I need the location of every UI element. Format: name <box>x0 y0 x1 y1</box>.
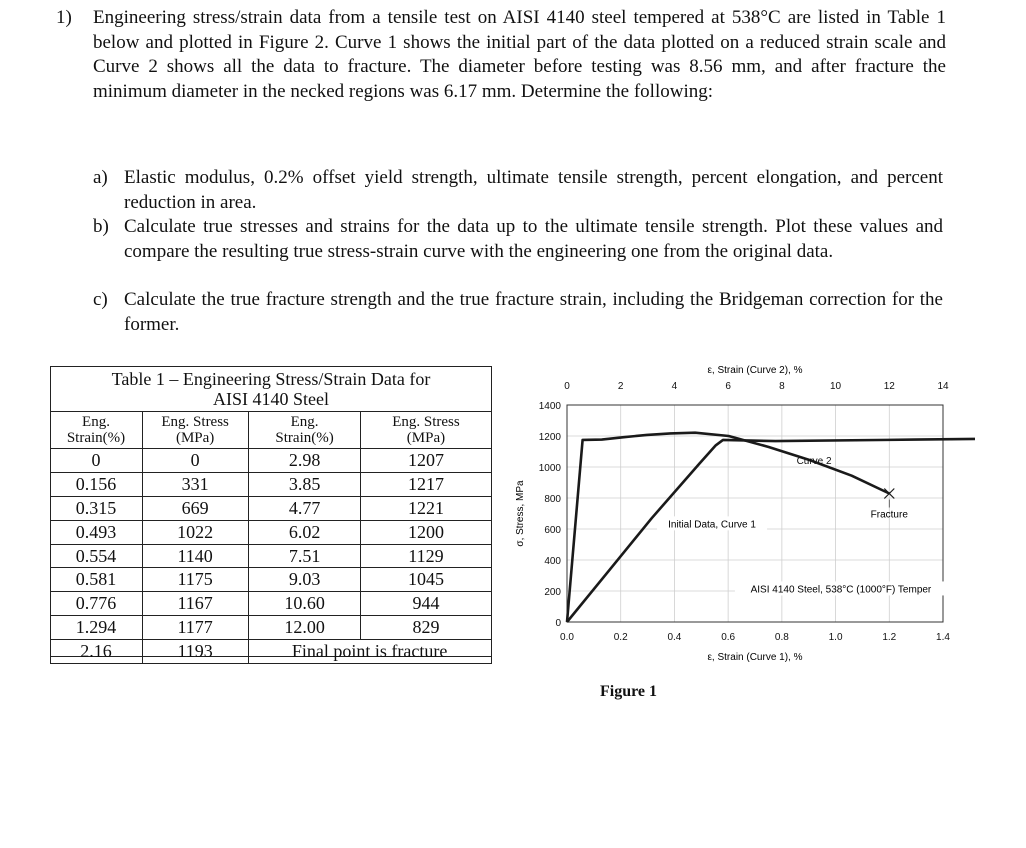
data-table-container <box>50 366 492 662</box>
curve-2-label: Curve 2 <box>796 456 832 468</box>
table-caption <box>51 367 491 411</box>
problem-number: 1) <box>56 7 72 28</box>
y-tick-label: 600 <box>544 525 561 536</box>
x2-tick-label: 4 <box>671 381 678 392</box>
question-a <box>93 166 943 215</box>
x-tick-label: 1.0 <box>828 632 843 643</box>
table-row: 0.554 1140 7.51 1129 <box>50 544 491 568</box>
table-header-row <box>50 412 491 449</box>
table-row: 0 0 2.98 1207 <box>50 449 491 473</box>
stress-strain-table <box>50 411 492 664</box>
x2-tick-label: 8 <box>779 381 785 392</box>
x2-tick-label: 14 <box>937 381 949 392</box>
question-b-label: b) <box>93 216 109 237</box>
bottom-axis-label: ε, Strain (Curve 1), % <box>707 652 803 663</box>
y-tick-label: 1200 <box>538 432 561 443</box>
y-tick-label: 1400 <box>538 401 561 412</box>
table-caption-line1: Table 1 – Engineering Stress/Strain Data for <box>111 369 431 389</box>
chart-labels <box>515 365 951 663</box>
x2-tick-label: 0 <box>564 381 570 392</box>
curve-1-label: Initial Data, Curve 1 <box>668 519 756 531</box>
x-tick-label: 0.8 <box>774 632 789 643</box>
problem-intro-text: Engineering stress/strain data from a tensile test on AISI 4140 steel tempered at 538°C are listed in Table 1 below and plotted in Figure 2. Curve 1 shows the initial part of the data plotted on a reduced strain scale and Curve 2 shows all the data to fracture. The diameter before testing was 8.56 mm, and after fracture the minimum diameter in the necked regions was 6.17 mm. Determine the following: <box>93 7 946 102</box>
header-eng-strain-2: Eng. Strain(%) <box>248 412 361 449</box>
table-row: 0.156 331 3.85 1217 <box>50 472 491 496</box>
x2-tick-label: 2 <box>617 381 624 392</box>
table-row: 0.493 1022 6.02 1200 <box>50 520 491 544</box>
table-row: 1.294 1177 12.00 829 <box>50 616 491 640</box>
x-tick-label: 0.2 <box>613 632 628 643</box>
y-axis-label: σ, Stress, MPa <box>515 480 526 547</box>
x2-tick-label: 12 <box>883 381 895 392</box>
top-axis-label: ε, Strain (Curve 2), % <box>707 365 803 376</box>
question-c-text: Calculate the true fracture strength and the true fracture strain, including the Bridgeman correction for the former. <box>124 289 943 335</box>
x-tick-label: 0.4 <box>667 632 682 643</box>
y-tick-label: 0 <box>555 618 561 629</box>
table-row: 0.776 1167 10.60 944 <box>50 592 491 616</box>
header-eng-strain-1: Eng. Strain(%) <box>50 412 142 449</box>
table-row: 0.315 669 4.77 1221 <box>50 496 491 520</box>
fracture-note: Final point is fracture <box>248 640 491 664</box>
stress-strain-chart <box>505 355 975 695</box>
x-tick-label: 1.4 <box>936 632 950 643</box>
y-tick-label: 400 <box>544 556 561 567</box>
question-a-text: Elastic modulus, 0.2% offset yield strength, ultimate tensile strength, percent elongation, and percent reduction in area. <box>124 167 943 213</box>
question-c-label: c) <box>93 289 108 310</box>
x2-tick-label: 10 <box>830 381 842 392</box>
question-b <box>93 215 943 264</box>
y-tick-label: 1000 <box>538 463 561 474</box>
question-a-label: a) <box>93 167 108 188</box>
fracture-label: Fracture <box>870 509 908 521</box>
question-c <box>93 288 943 337</box>
table-row: 2.16 1193 Final point is fracture <box>50 640 491 664</box>
x-tick-label: 1.2 <box>882 632 897 643</box>
x-tick-label: 0.6 <box>721 632 736 643</box>
x-tick-label: 0.0 <box>560 632 574 643</box>
y-tick-label: 800 <box>544 494 561 505</box>
material-label: AISI 4140 Steel, 538°C (1000°F) Temper <box>750 584 932 596</box>
figure-caption: Figure 1 <box>600 683 658 700</box>
header-eng-stress-1: Eng. Stress (MPa) <box>142 412 248 449</box>
problem-intro <box>56 6 946 104</box>
table-caption-line2: AISI 4140 Steel <box>213 389 329 409</box>
y-tick-label: 200 <box>544 587 561 598</box>
question-b-text: Calculate true stresses and strains for the data up to the ultimate tensile strength. Plot these values and compare the resulting true stress-strain curve with the engineering one from the original data. <box>124 216 943 262</box>
header-eng-stress-2: Eng. Stress (MPa) <box>361 412 491 449</box>
table-row: 0.581 1175 9.03 1045 <box>50 568 491 592</box>
x2-tick-label: 6 <box>725 381 731 392</box>
